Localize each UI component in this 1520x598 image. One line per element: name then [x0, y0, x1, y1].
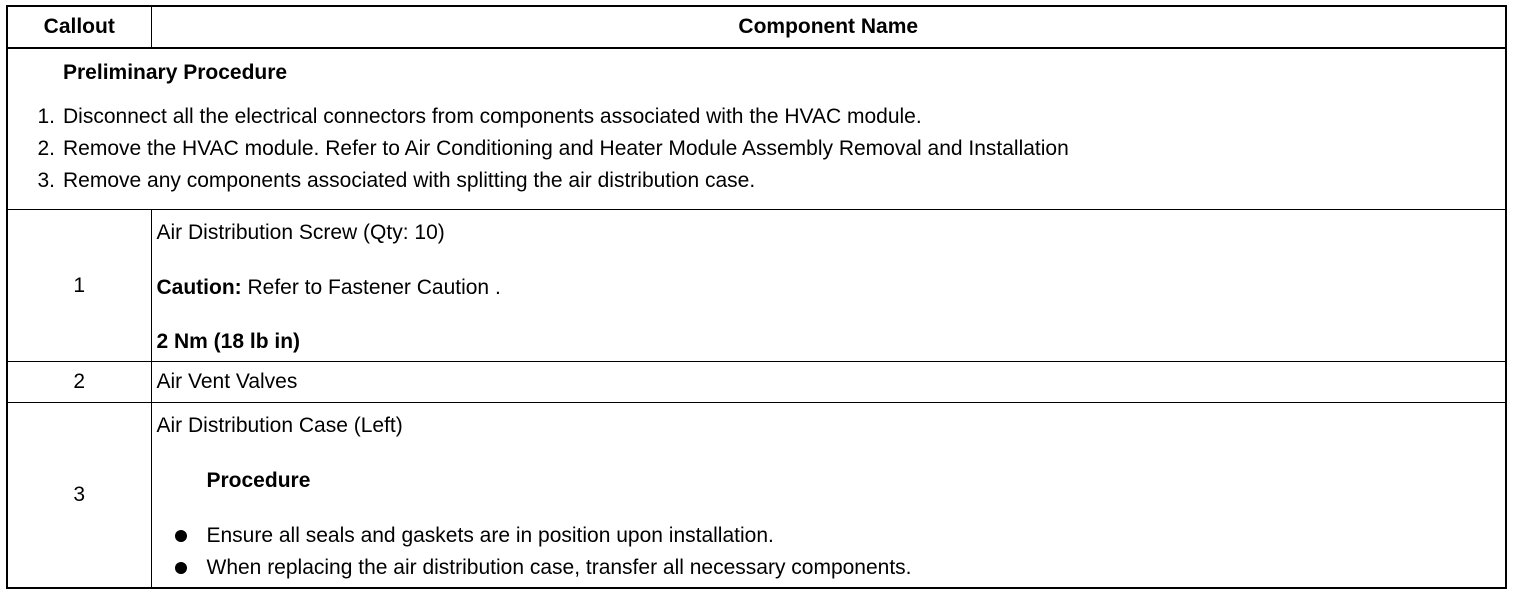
caution-line — [157, 275, 1506, 302]
table-row — [7, 403, 1506, 589]
procedure-bullets — [157, 523, 1506, 587]
component-name-cell — [151, 210, 1506, 362]
step-number: 2. — [37, 137, 55, 160]
step-number: 3. — [37, 169, 55, 192]
preliminary-step — [8, 136, 1505, 168]
preliminary-steps-list — [8, 104, 1505, 200]
step-text: Remove the HVAC module. Refer to Air Conditioning and Heater Module Assembly Removal and Installation — [63, 137, 1069, 160]
header-callout: Callout — [7, 6, 151, 48]
header-row — [7, 6, 1506, 48]
component-name: Air Vent Valves — [151, 362, 1506, 403]
preliminary-step — [8, 168, 1505, 200]
step-text: Disconnect all the electrical connectors from components associated with the HVAC module. — [63, 105, 922, 128]
callout-table — [6, 5, 1507, 589]
component-name-cell — [151, 403, 1506, 589]
preliminary-procedure-cell — [7, 48, 1506, 210]
bullet-icon — [157, 523, 207, 547]
preliminary-step — [8, 104, 1505, 136]
table-row — [7, 210, 1506, 362]
step-number: 1. — [37, 105, 55, 128]
bullet-icon — [157, 555, 207, 579]
procedure-title: Procedure — [206, 469, 311, 492]
caution-label: Caution: — [156, 276, 242, 299]
callout-number: 1 — [7, 210, 151, 362]
list-item — [157, 555, 1506, 587]
bullet-text: When replacing the air distribution case, transfer all necessary components. — [206, 556, 912, 579]
preliminary-row — [7, 48, 1506, 210]
callout-number: 2 — [7, 362, 151, 403]
caution-text: Refer to Fastener Caution . — [241, 276, 501, 299]
table-row — [7, 362, 1506, 403]
step-text: Remove any components associated with splitting the air distribution case. — [63, 169, 756, 192]
list-item — [157, 523, 1506, 555]
component-name: Air Distribution Screw (Qty: 10) — [156, 221, 445, 244]
header-component-name: Component Name — [151, 6, 1506, 48]
bullet-text: Ensure all seals and gaskets are in position upon installation. — [206, 524, 774, 547]
torque-spec: 2 Nm (18 lb in) — [156, 330, 301, 353]
preliminary-procedure-title: Preliminary Procedure — [63, 61, 288, 84]
component-name: Air Distribution Case (Left) — [156, 414, 403, 437]
callout-number: 3 — [7, 403, 151, 589]
